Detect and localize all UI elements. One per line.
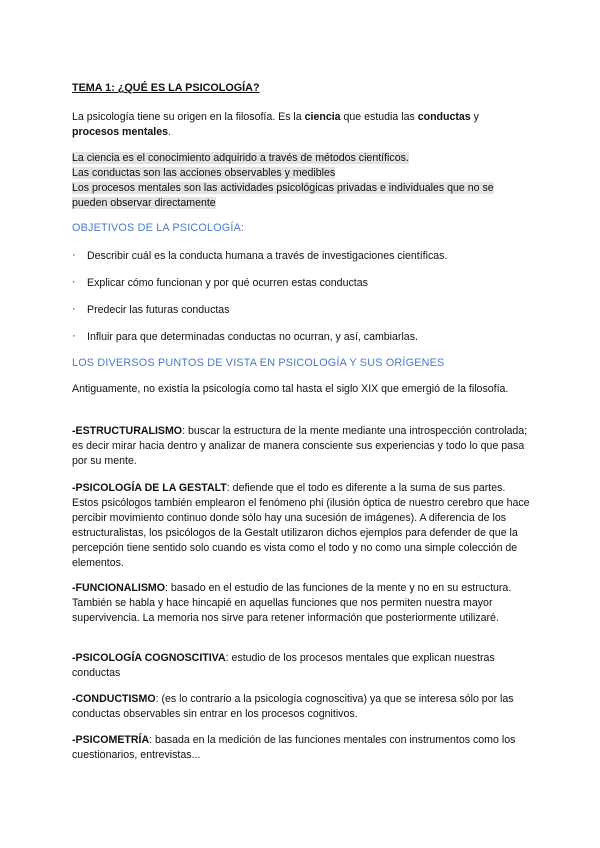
definitions-block bbox=[72, 151, 530, 211]
objective-text: Predecir las futuras conductas bbox=[87, 304, 230, 316]
objective-text: Describir cuál es la conducta humana a través de investigaciones científicas. bbox=[87, 250, 448, 262]
school-name: -PSICOLOGÍA DE LA GESTALT bbox=[72, 482, 227, 494]
perspectives-intro: Antiguamente, no existía la psicología como tal hasta el siglo XIX que emergió de la filosofía. bbox=[72, 383, 509, 395]
school-text: : estudio de los procesos mentales que explican nuestras conductas bbox=[72, 652, 495, 679]
intro-text-2: que estudia las bbox=[340, 111, 418, 123]
school-text: : basado en el estudio de las funciones de la mente y no en su estructura. También se habla y hace hincapié en aquellas funciones que nos permiten nuestra mayor supervivencia. La memoria nos sirve para retener información que posteriormente utilizaré. bbox=[72, 582, 512, 624]
school-text: : (es lo contrario a la psicología cognoscitiva) ya que se interesa sólo por las conductas observables sin entrar en los procesos cognitivos. bbox=[72, 693, 514, 720]
school-name: -PSICOMETRÍA bbox=[72, 734, 150, 746]
definition-conductas: Las conductas son las acciones observables y medibles bbox=[72, 167, 336, 179]
objective-text: Explicar cómo funcionan y por qué ocurren estas conductas bbox=[87, 277, 368, 289]
school-name: -CONDUCTISMO bbox=[72, 693, 156, 705]
school-gestalt bbox=[72, 481, 530, 571]
school-funcionalismo bbox=[72, 581, 530, 626]
school-conductismo bbox=[72, 692, 530, 722]
intro-term-procesos: procesos mentales bbox=[72, 126, 168, 138]
school-text: : defiende que el todo es diferente a la suma de sus partes. Estos psicólogos también emplearon el fenómeno phi (ilusión óptica de nuestro cerebro que hace percibir movimiento continuo donde sólo hay una sucesión de imágenes). A diferencia de los estructuralistas, los psicólogos de la Gestalt utilizaron dichos ejemplos para defender de que la percepción tiene sentido solo cuando es vista como el todo y no como una simple colección de elementos. bbox=[72, 482, 530, 569]
intro-term-conductas: conductas bbox=[417, 111, 471, 123]
school-name: -PSICOLOGÍA COGNOSCITIVA bbox=[72, 652, 226, 664]
school-name: -FUNCIONALISMO bbox=[72, 582, 165, 594]
intro-text-3: y bbox=[470, 111, 479, 123]
intro-term-ciencia: ciencia bbox=[304, 111, 341, 123]
school-psicometria bbox=[72, 733, 530, 763]
school-text: : buscar la estructura de la mente mediante una introspección controlada; es decir mirar hacia dentro y analizar de manera consciente sus experiencias y todo lo que pasa por su mente. bbox=[72, 425, 528, 467]
perspectives-heading: LOS DIVERSOS PUNTOS DE VISTA EN PSICOLOGÍA Y SUS ORÍGENES bbox=[72, 357, 445, 369]
intro-text-1: La psicología tiene su origen en la filosofía. Es la bbox=[72, 111, 305, 123]
bullet-dot-icon: · bbox=[72, 276, 76, 288]
objectives-heading: OBJETIVOS DE LA PSICOLOGÍA: bbox=[72, 222, 245, 234]
intro-paragraph bbox=[72, 110, 530, 140]
objective-text: Influir para que determinadas conductas no ocurran, y así, cambiarlas. bbox=[87, 331, 418, 343]
school-text: : basada en la medición de las funciones mentales con instrumentos como los cuestionarios, entrevistas... bbox=[72, 734, 516, 761]
school-cognoscitiva bbox=[72, 651, 530, 681]
bullet-dot-icon: · bbox=[72, 249, 76, 261]
page-title: TEMA 1: ¿QUÉ ES LA PSICOLOGÍA? bbox=[72, 82, 260, 94]
bullet-dot-icon: · bbox=[72, 303, 76, 315]
bullet-dot-icon: · bbox=[72, 330, 76, 342]
school-name: -ESTRUCTURALISMO bbox=[72, 425, 183, 437]
intro-text-4: . bbox=[167, 126, 171, 138]
definition-procesos: Los procesos mentales son las actividades psicológicas privadas e individuales que no se pueden observar directamente bbox=[72, 182, 494, 209]
school-estructuralismo bbox=[72, 424, 530, 469]
definition-ciencia: La ciencia es el conocimiento adquirido a través de métodos científicos. bbox=[72, 152, 409, 164]
